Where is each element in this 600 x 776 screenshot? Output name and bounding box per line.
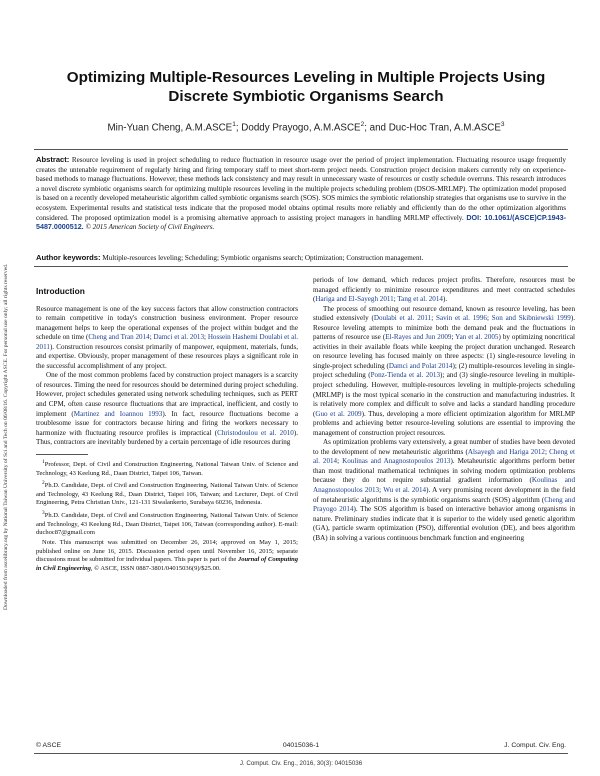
citation-link[interactable]: Guo et al. 2009 [315, 409, 362, 418]
author-line [40, 121, 572, 133]
abstract-text: Resource leveling is used in project scheduling to reduce fluctuation in resource usage over the period of project implementation. Fluctuating resource usage frequently creates the untenable requirement of regularly hiring and firing temporary staff to meet short-term project needs. Construction project decision makers currently rely on experience-based methods to manage fluctuations. However, these methods lack consistency and may result in unnecessary waste of resources or costly schedule overruns. This research introduces a novel discrete symbiotic organisms search for optimizing multiple resources leveling in the multiple projects scheduling problem (DSOS-MRLMP). The optimization model proposed is based on a recently developed metaheuristic algorithm called symbiotic organisms search (SOS). SOS mimics the symbiotic relationship strategies that organisms use to survive in the ecosystem. Experimental results and statistical tests indicate that the proposed model obtains optimal results more reliably and efficiently than do the other optimization algorithms considered. The proposed optimization model is a promising alternative approach to assisting project managers in handling MRLMP effectively. [36, 156, 566, 222]
citation-link[interactable]: Wu et al. 2014 [383, 486, 427, 495]
citation-link[interactable]: Hossein Hashemi Doulabi et al. 2011 [36, 333, 298, 351]
footnote-2: $^2$Ph.D. Candidate, Dept. of Civil and Construction Engineering, National Taiwan Univ. of Science and Technology, 43 Keelung Rd., Daan District, Taipei 106, Taiwan; and Lecturer, Dept. of Civil Engineering, Petra Christian Univ., 121-131 Siwalankerto, Surabaya 60236, Indonesia. [36, 480, 298, 507]
divider [34, 753, 568, 754]
divider [34, 149, 568, 150]
keywords [36, 253, 566, 262]
paragraph: periods of low demand, which reduces project profits. Therefore, resources must be managed efficiently to minimize resource expenditures and meet contracted schedules (Hariga and El-Sayegh 2011; Tang et al. 2014). [313, 276, 575, 304]
keywords-text: Multiple-resources leveling; Scheduling; Symbiotic organisms search; Optimization; Construction management. [102, 254, 424, 262]
author-sep: ; and [364, 122, 389, 134]
citation-link[interactable]: Koulinas and Anagnostopoulos 2013 [313, 476, 575, 495]
doi-link[interactable]: DOI: 10.1061/(ASCE)CP.1943-5487.0000512. [36, 213, 566, 232]
download-notice [3, 140, 13, 610]
citation-link[interactable]: Cheng and Prayogo 2014 [313, 495, 576, 514]
paper-title: Optimizing Multiple-Resources Leveling in Multiple Projects Using Discrete Symbiotic Organisms Search [66, 69, 546, 105]
author-2-affil: 2 [360, 121, 365, 128]
left-column [36, 287, 298, 574]
author-2: Doddy Prayogo, A.M.ASCE [241, 122, 361, 134]
author-1-affil: 1 [232, 121, 236, 128]
citation-link[interactable]: Damci and Polat 2014 [388, 361, 453, 370]
citation-link[interactable]: Savin et al. 1996 [436, 314, 487, 323]
author-1: Min-Yuan Cheng, A.M.ASCE [107, 122, 233, 134]
footnote-divider [36, 454, 88, 455]
section-heading: Introduction [36, 286, 85, 296]
citation-link[interactable]: Tang et al. 2014 [397, 295, 443, 304]
citation-link[interactable]: El-Rayes and Jun 2009 [385, 333, 452, 342]
download-notice-text: Downloaded from ascelibrary.org by National Taiwan University of Sci and Tech on 06/08/16. Copyright ASCE. For personal use only; all rights reserved. [3, 263, 9, 610]
citation-link[interactable]: Yan et al. 2005 [455, 333, 499, 342]
footer-copyright: © ASCE [36, 742, 62, 749]
abstract-label: Abstract: [36, 155, 70, 164]
citation-link[interactable]: Christodoulou et al. 2010 [217, 428, 294, 437]
keywords-label: Author keywords: [36, 253, 101, 262]
citation-link[interactable]: Son and Skibniewski 1999 [491, 314, 571, 323]
divider [34, 266, 568, 267]
author-3: Duc-Hoc Tran, A.M.ASCE [388, 122, 501, 134]
right-column [313, 276, 575, 543]
citation-link[interactable]: Alsayegh and Hariga 2012 [467, 447, 545, 456]
journal-citation: J. Comput. Civ. Eng., 2016, 30(3): 04015036 [239, 760, 363, 767]
citation-link[interactable]: Hariga and El-Sayegh 2011 [315, 295, 394, 304]
author-3-affil: 3 [500, 121, 505, 128]
footnote-3: $^3$Ph.D. Candidate, Dept. of Civil and Construction Engineering, National Taiwan Univ. of Science and Technology, 43 Keelung Rd., Daan District, Taipei 106, Taiwan (corresponding author). E-mail: duchoc87@gmail.com [36, 510, 298, 537]
journal-name: J. Comput. Civ. Eng. [504, 742, 566, 749]
paragraph: Resource management is one of the key success factors that allow construction contractors to remain competitive in today's construction business environment. Proper resource management helps to keep the operational expenses of the project within budget and the schedule on time (Cheng and Tran 2014; Damci et al. 2013; Hossein Hashemi Doulabi et al. 2011). Construction resources consist primarily of manpower, equipment, materials, funds, and expertise. Obviously, proper management of these resources plays a significant role in the successful accomplishment of any project. [36, 304, 298, 370]
citation-link[interactable]: Ponz-Tienda et al. 2013 [370, 371, 441, 380]
footnote-note: Note. This manuscript was submitted on December 26, 2014; approved on May 1, 2015; published online on June 16, 2015. Discussion period open until November 16, 2015; separate discussions must be submitted for individual papers. This paper is part of the Journal of Computing in Civil Engineering, © ASCE, ISSN 0887-3801/04015036(9)/$25.00. [36, 538, 298, 572]
paragraph: One of the most common problems faced by construction project managers is a scarcity of resources. Timing the need for resources should be determined during project scheduling. However, project schedules generated using network scheduling techniques, such as PERT and CPM, often cause resource fluctuations that are impractical, inefficient, and costly to implement (Martinez and Ioannou 1993). In fact, resource fluctuations become a troublesome issue for contractors because hiring and firing the workers necessary to harmonize with fluctuating resource profiles is impractical (Christodoulou et al. 2010). Thus, contractors are inevitably burdened by a certain percentage of idle resources during [36, 371, 298, 447]
author-sep: ; [235, 122, 242, 134]
citation-link[interactable]: Doulabi et al. 2011 [373, 314, 432, 323]
footnote-1: $^1$Professor, Dept. of Civil and Construction Engineering, National Taiwan Univ. of Science and Technology, 43 Keelung Rd., Daan District, Taipei 106, Taiwan. [36, 458, 298, 477]
citation-link[interactable]: Martinez and Ioannou 1993 [73, 409, 163, 418]
paragraph: As optimization problems vary extensively, a great number of studies have been devoted to the development of new metaheuristic algorithms (Alsayegh and Hariga 2012; Cheng et al. 2014; Koulinas and Anagnostopoulos 2013). Metaheuristic algorithms perform better than most traditional mathematical techniques in solving modern optimization problems because they do not require substantial gradient information (Koulinas and Anagnostopoulos 2013; Wu et al. 2014). A very promising recent development in the field of metaheuristic algorithms is the symbiotic organisms search (SOS) algorithm (Cheng and Prayogo 2014). The SOS algorithm is based on interactive behavior among organisms in nature. Preliminary studies indicate that it is superior to the widely used genetic algorithm (GA), particle swarm optimization (PSO), differential evolution (DE), and bees algorithm (BA) in solving a various continuous benchmark function and engineering [313, 438, 576, 542]
page-number: 04015036-1 [282, 742, 320, 749]
citation-link[interactable]: Cheng and Tran 2014 [88, 333, 150, 342]
paragraph: The process of smoothing out resource demand, known as resource leveling, has been studied extensively (Doulabi et al. 2011; Savin et al. 1996; Son and Skibniewski 1999). Resource leveling attempts to minimize both the demand peak and the fluctuations in patterns of resource use (El-Rayes and Jun 2009; Yan et al. 2005) by optimizing noncritical activities in their available floats while keeping the project duration unchanged. Research on resource leveling has focused mainly on three aspects: (1) single-resource leveling in single-project scheduling (Damci and Polat 2014); (2) multiple-resources leveling in single-project scheduling (Ponz-Tienda et al. 2013); and (3) single-resource leveling in multiple-project scheduling. However, multiple-resources leveling in multiple-projects scheduling (MRLMP) is the most typical scenario in the construction and manufacturing industries. It is relatively more complex and difficult to solve and lacks a standard handling procedure (Guo et al. 2009). Thus, developing a more efficient optimization algorithm for MRLMP problems and achieving better resource-leveling solutions are essential to improving the management of construction project resources. [313, 304, 576, 437]
copyright: © 2015 American Society of Civil Engineers. [83, 223, 215, 232]
citation-link[interactable]: Cheng et al. 2014 [313, 447, 575, 466]
citation-link[interactable]: Koulinas and Anagnostopoulos 2013 [342, 457, 451, 466]
abstract [36, 155, 566, 233]
citation-link[interactable]: Damci et al. 2013 [153, 333, 205, 342]
